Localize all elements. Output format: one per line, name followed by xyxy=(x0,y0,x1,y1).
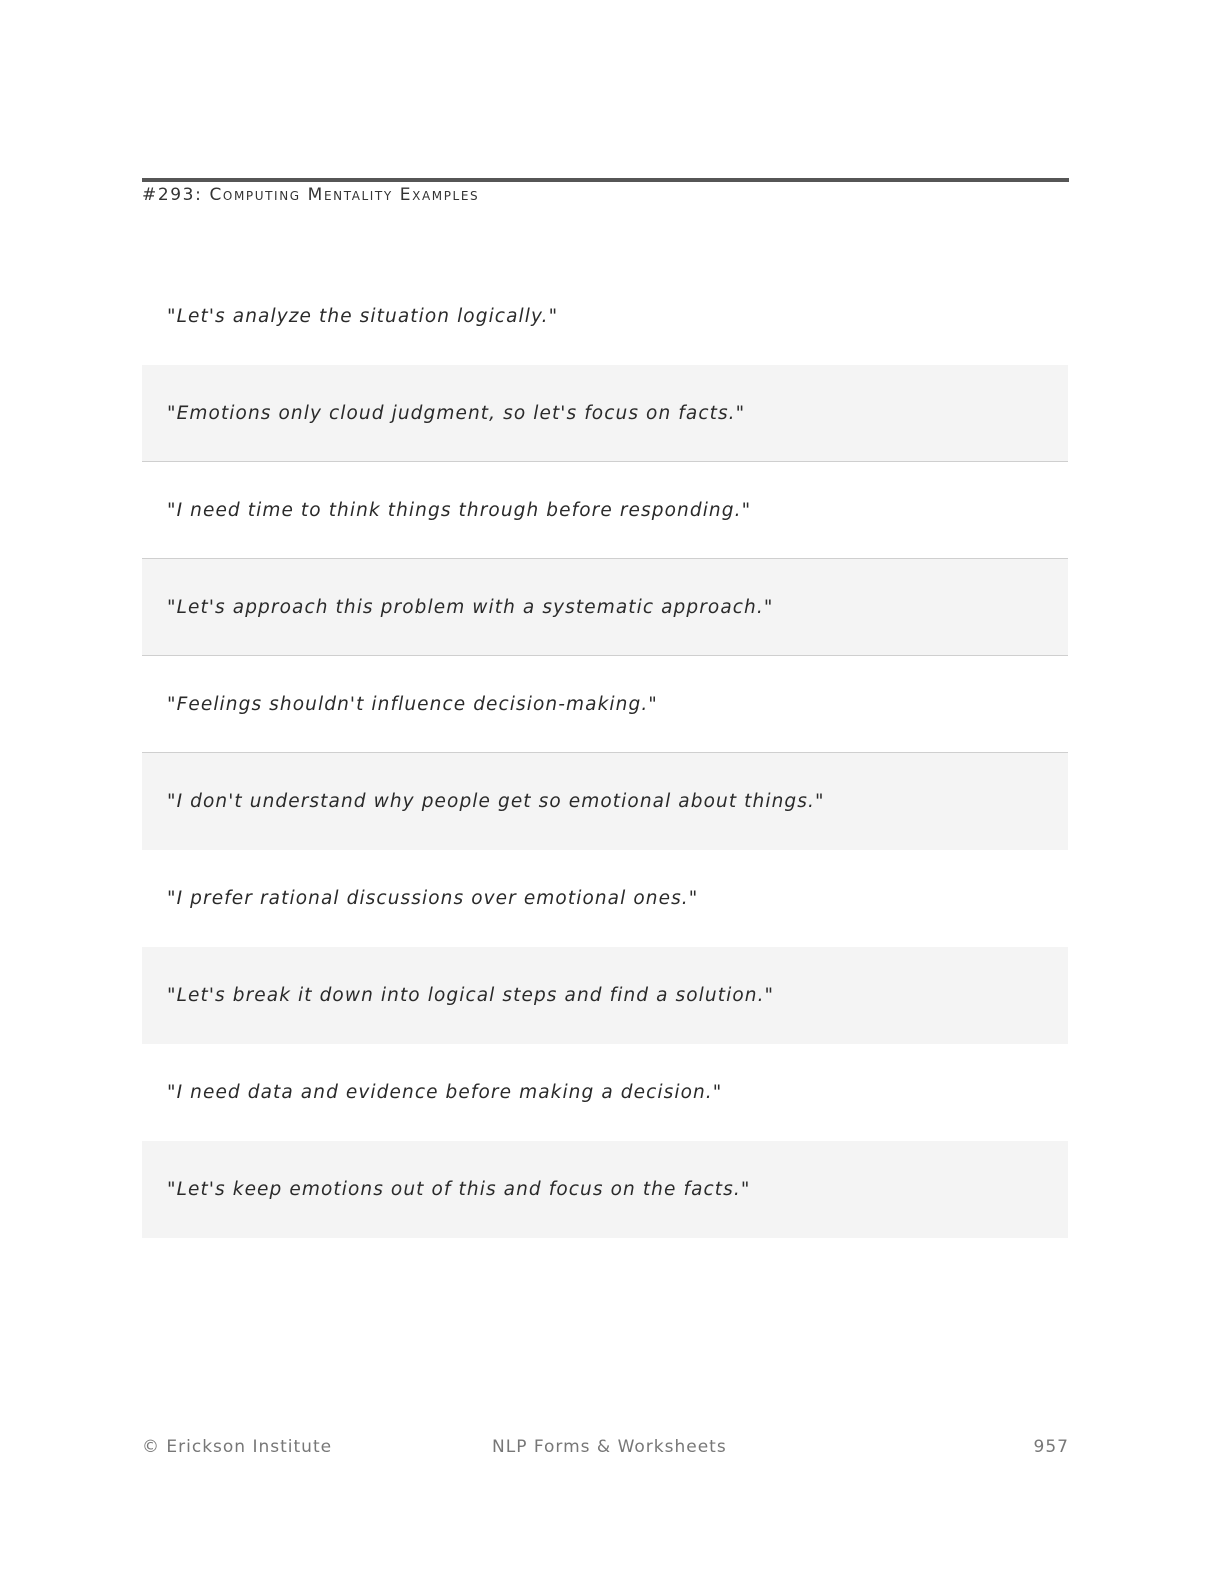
page-title-number: #293: xyxy=(142,185,203,205)
list-item xyxy=(142,947,1068,1044)
list-item xyxy=(142,1141,1068,1238)
footer-copyright: © Erickson Institute xyxy=(142,1437,333,1457)
example-text: "I need time to think things through before responding." xyxy=(167,499,752,521)
footer-book-title: NLP Forms & Worksheets xyxy=(492,1437,727,1457)
list-item xyxy=(142,365,1068,462)
list-item xyxy=(142,1044,1068,1141)
list-item xyxy=(142,656,1068,753)
page-footer xyxy=(142,1437,1069,1461)
example-text: "Let's approach this problem with a systematic approach." xyxy=(167,596,774,618)
page-title-text: Computing Mentality Examples xyxy=(209,185,480,205)
list-item xyxy=(142,850,1068,947)
example-text: "I need data and evidence before making a decision." xyxy=(167,1082,723,1103)
example-text: "I don't understand why people get so emotional about things." xyxy=(167,791,825,812)
example-text: "Feelings shouldn't influence decision-making." xyxy=(167,693,658,715)
list-item xyxy=(142,559,1068,656)
example-text: "I prefer rational discussions over emotional ones." xyxy=(167,888,699,909)
footer-page-number: 957 xyxy=(1033,1437,1069,1457)
list-item xyxy=(142,462,1068,559)
example-text: "Let's analyze the situation logically." xyxy=(167,306,559,327)
list-item xyxy=(142,753,1068,850)
header-rule xyxy=(142,178,1069,182)
list-item xyxy=(142,268,1068,365)
page-title xyxy=(142,185,479,205)
examples-list xyxy=(142,268,1068,1238)
example-text: "Emotions only cloud judgment, so let's focus on facts." xyxy=(167,402,746,424)
example-text: "Let's break it down into logical steps and find a solution." xyxy=(167,985,775,1006)
example-text: "Let's keep emotions out of this and focus on the facts." xyxy=(167,1179,751,1200)
